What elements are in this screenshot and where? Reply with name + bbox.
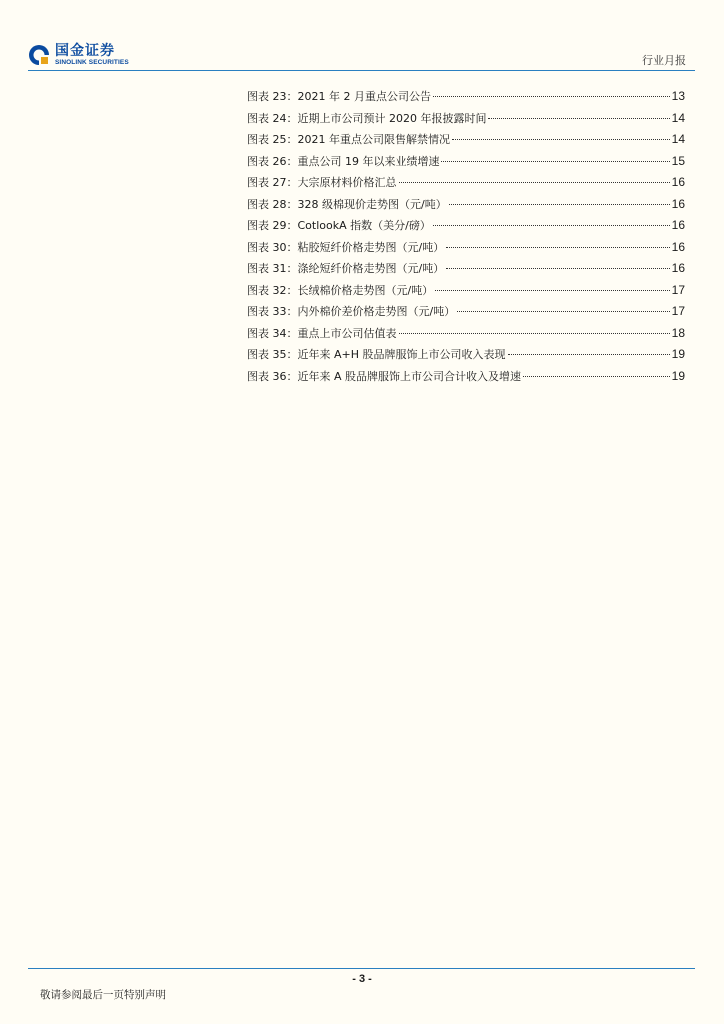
- toc-entry-page: 14: [671, 110, 685, 125]
- toc-leader-dots: [449, 203, 670, 205]
- toc-entry-page: 14: [671, 132, 685, 146]
- toc-entry-label: 图表 23：2021 年 2 月重点公司公告: [247, 90, 431, 103]
- toc-entry-label: 图表 29：CotlookA 指数（美分/磅）: [247, 219, 431, 232]
- page-number: - 3 -: [352, 973, 372, 985]
- toc-entry-page: 17: [671, 282, 685, 297]
- toc-entry-label: 图表 26：重点公司 19 年以来业绩增速: [247, 154, 440, 168]
- toc-leader-dots: [433, 95, 670, 97]
- toc-entry-page: 19: [671, 368, 685, 383]
- toc-entry-page: 16: [671, 239, 685, 254]
- toc-entry[interactable]: [247, 282, 685, 304]
- toc-entry-label: 图表 32：长绒棉价格走势图（元/吨）: [247, 283, 434, 297]
- disclaimer-note: 敬请参阅最后一页特别声明: [40, 989, 166, 1001]
- toc-entry-page: 16: [671, 175, 685, 189]
- toc-entry[interactable]: [247, 325, 685, 347]
- report-type-label: 行业月报: [642, 54, 686, 67]
- toc-entry-label: 图表 28：328 级棉现价走势图（元/吨）: [247, 197, 447, 211]
- toc-entry-label: 图表 27：大宗原材料价格汇总: [247, 176, 397, 189]
- toc-entry-label: 图表 36：近年来 A 股品牌服饰上市公司合计收入及增速: [247, 369, 522, 383]
- company-logo: [28, 40, 129, 70]
- toc-entry[interactable]: [247, 88, 685, 110]
- logo-en-text: SINOLINK SECURITIES: [55, 58, 129, 66]
- toc-entry-page: 16: [671, 218, 685, 232]
- toc-entry[interactable]: [247, 110, 685, 132]
- toc-entry[interactable]: [247, 303, 685, 325]
- toc-entry-label: 图表 35：近年来 A+H 股品牌服饰上市公司收入表现: [247, 348, 506, 361]
- toc-entry-label: 图表 30：粘胶短纤价格走势图（元/吨）: [247, 240, 445, 254]
- toc-leader-dots: [446, 246, 669, 248]
- toc-leader-dots: [433, 224, 670, 226]
- toc-entry[interactable]: [247, 217, 685, 239]
- header-divider: [28, 70, 695, 71]
- toc-leader-dots: [446, 267, 669, 269]
- toc-entry[interactable]: [247, 239, 685, 261]
- toc-entry-label: 图表 24：近期上市公司预计 2020 年报披露时间: [247, 111, 487, 125]
- toc-entry[interactable]: [247, 174, 685, 196]
- toc-entry-page: 19: [671, 347, 685, 361]
- figure-list: [247, 88, 685, 389]
- toc-entry-label: 图表 34：重点上市公司估值表: [247, 326, 397, 340]
- toc-entry[interactable]: [247, 260, 685, 282]
- toc-entry-page: 13: [671, 89, 685, 103]
- toc-leader-dots: [488, 117, 669, 119]
- logo-cn-text: 国金证券: [55, 42, 115, 59]
- toc-entry-page: 16: [671, 261, 685, 275]
- toc-entry[interactable]: [247, 346, 685, 368]
- toc-entry-label: 图表 25：2021 年重点公司限售解禁情况: [247, 133, 450, 146]
- toc-leader-dots: [435, 289, 669, 291]
- toc-entry[interactable]: [247, 153, 685, 175]
- toc-entry-page: 18: [671, 325, 685, 340]
- toc-leader-dots: [523, 375, 670, 377]
- page-header: [0, 0, 724, 72]
- toc-entry[interactable]: [247, 131, 685, 153]
- toc-leader-dots: [452, 138, 670, 140]
- footer-divider: [28, 968, 695, 969]
- toc-leader-dots: [508, 353, 670, 355]
- toc-entry[interactable]: [247, 196, 685, 218]
- toc-entry-page: 15: [671, 153, 685, 168]
- toc-leader-dots: [457, 310, 669, 312]
- toc-entry[interactable]: [247, 368, 685, 390]
- toc-leader-dots: [399, 181, 670, 183]
- logo-mark-icon: [28, 44, 50, 66]
- toc-entry-label: 图表 31：涤纶短纤价格走势图（元/吨）: [247, 262, 445, 275]
- toc-leader-dots: [441, 160, 669, 162]
- toc-entry-label: 图表 33：内外棉价差价格走势图（元/吨）: [247, 305, 456, 318]
- toc-entry-page: 16: [671, 196, 685, 211]
- toc-leader-dots: [399, 332, 670, 334]
- toc-entry-page: 17: [671, 304, 685, 318]
